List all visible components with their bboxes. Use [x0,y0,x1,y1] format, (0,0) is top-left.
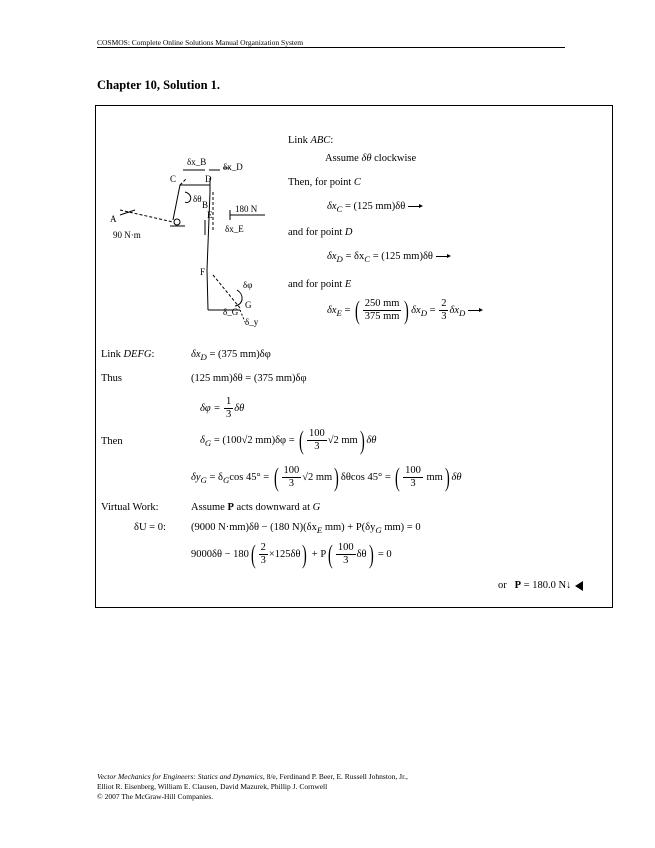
fraction [282,465,302,490]
left-arrow-icon [436,256,449,257]
paren-open: ( [250,539,256,569]
vw-g: G [312,502,321,513]
label-dtheta: δθ [193,194,202,204]
and-e-point: E [344,279,352,290]
and-e-line [288,279,351,291]
and-d-text: and for point [288,227,345,238]
footer-copyright: © 2007 The McGraw-Hill Companies. [97,792,214,801]
paren-open: ( [395,462,401,492]
linkage-figure [105,150,280,330]
final-a: 9000δθ − 180 [191,548,249,560]
defg-name: DEFG [123,349,152,360]
eq-d-sub2: C [364,254,371,265]
paren-close: ) [334,462,339,492]
final-b: ×125δθ [268,548,301,560]
footer-book-title: Vector Mechanics for Engineers: Statics and Dynamics [97,772,263,781]
paren-close: ) [404,295,410,325]
label-f: F [200,267,206,277]
eq-c-sub: C [336,204,343,215]
header-rule [97,47,565,48]
fraction [363,298,402,323]
label-dxe: δx_E [225,224,244,234]
footer-authors-2: Elliot R. Eisenberg, William E. Clausen, David Mazurek, Phillip J. Cornwell [97,782,328,791]
link-abc-colon: : [330,135,334,146]
eq-e-eq2: = [427,304,439,316]
thus-label: Thus [101,373,122,384]
fraction [259,542,268,567]
then-label: Then [101,436,123,447]
page-header: COSMOS: Complete Online Solutions Manual Organization System [97,38,304,47]
du-eq1: (9000 N·mm)δθ − (180 N)(δx [191,522,317,533]
numerator: 100 [282,465,302,478]
final-d: δθ [356,548,367,560]
page-title: Chapter 10, Solution 1. [97,78,221,92]
footer-line-1 [97,772,408,782]
vw-pre: Assume [191,502,228,513]
dg-mid: = (100√2 mm)δφ = [211,434,298,446]
eq-dxd [327,251,449,265]
denominator: 3 [226,409,232,421]
dyg-sub: G [200,475,207,486]
label-moment: 90 N·m [113,230,141,240]
label-dg: δ_G [223,307,239,317]
answer-line [498,580,583,592]
eq-dg [200,425,377,455]
label-dphi: δφ [243,280,253,290]
eq-e-mid: δx [411,304,421,316]
then-c-text: Then, for point [288,177,354,188]
assume-post: clockwise [371,153,417,164]
dg-end: δθ [366,434,377,446]
and-d-point: D [344,227,353,238]
paren-open: ( [273,462,279,492]
eq-d-lhs: δx [327,251,337,262]
label-force: 180 N [235,204,258,214]
paren-open: ( [299,425,305,455]
denominator: 375 mm [364,311,400,323]
defg-eq-sub: D [200,352,207,363]
label-e: E [207,210,213,220]
numerator: 100 [336,542,356,555]
numerator: 1 [224,396,233,409]
denominator: 3 [410,478,416,490]
label-dy: δ_y [245,317,259,327]
final-c: + P [309,548,327,560]
label-c: C [170,174,177,184]
eq-d-rhs: = (125 mm)δθ [370,251,433,262]
du-eq3: mm) = 0 [381,522,421,533]
eq-c-rhs: = (125 mm)δθ [342,201,406,212]
du-sub2: G [375,525,382,536]
assume-line [325,153,416,165]
paren-close: ) [359,425,365,455]
vw-post: acts downward at [233,502,313,513]
phi-lhs: δφ = [200,402,224,414]
answer-p: P [514,580,522,591]
label-g: G [245,300,252,310]
denominator: 3 [314,441,320,453]
dyg-lhs: δy [191,471,201,483]
eq-e-sub3: D [458,308,466,319]
vw-p: P [227,502,234,513]
paren-close: ) [302,539,308,569]
eq-e-sub2: D [420,308,428,319]
assume-sym: δθ [361,153,372,164]
eq-dxe [327,295,481,325]
paren-open: ( [328,539,333,569]
and-d-line [288,227,352,239]
numerator: 250 mm [363,298,402,311]
eq-e-lhs: δx [327,304,337,316]
du-eq2: mm) + P(δy [322,522,376,533]
and-e-text: and for point [288,279,345,290]
denominator: 3 [343,555,349,567]
eq-phi [200,396,244,421]
eq-c-lhs: δx [327,201,337,212]
dg-lhs: δ [200,434,205,446]
numerator: 2 [439,298,448,311]
numerator: 2 [259,542,268,555]
link-abc-name: ABC [310,135,331,146]
fraction [336,542,356,567]
footer-authors-1: , 8/e, Ferdinand P. Beer, E. Russell Johnston, Jr., [262,772,408,781]
phi-rhs: δθ [234,402,245,414]
link-abc-heading [288,135,333,147]
dg-rhs: √2 mm [327,434,358,446]
paren-close: ) [444,462,450,492]
left-arrow-icon [468,310,481,311]
defg-eq-lhs: δx [191,349,201,360]
answer-or: or [498,580,507,591]
defg-label [101,349,154,361]
fraction [403,465,423,490]
assume-pre: Assume [325,153,362,164]
paren-close: ) [368,539,374,569]
label-d: D [205,174,212,184]
numerator: 100 [403,465,423,478]
eq-defg [191,349,271,363]
eq-e-end: δx [449,304,459,316]
denominator: 3 [441,311,447,323]
answer-value: = 180.0 N↓ [521,580,572,591]
eq-e-eq: = [341,304,354,316]
link-abc-prefix: Link [288,135,311,146]
eq-e-sub: E [336,308,342,319]
then-c-line [288,177,361,189]
dyg-eq: = δ [206,471,223,483]
eq-final [191,539,392,569]
left-arrow-icon [408,206,421,207]
du-sub: E [316,525,323,536]
eq-thus: (125 mm)δθ = (375 mm)δφ [191,373,307,384]
du-label: δU = 0: [134,522,166,533]
eq-d-mid: = δx [342,251,365,262]
eq-dxc [327,201,421,215]
fraction [439,298,448,323]
dyg-rhs2: mm [423,471,443,483]
dyg-end: δθ [451,471,462,483]
defg-eq-rhs: = (375 mm)δφ [206,349,271,360]
dg-sub: G [204,438,212,449]
defg-colon: : [151,349,155,360]
vw-assume [191,502,320,514]
then-c-point: C [353,177,361,188]
dyg-sub2: G [223,475,230,486]
defg-prefix: Link [101,349,124,360]
dyg-rhs: √2 mm [302,471,333,483]
numerator: 100 [307,428,327,441]
footer [97,772,408,802]
label-b: B [202,200,209,210]
label-dxd: δx_D [223,162,243,172]
label-a: A [110,214,117,224]
answer-marker-icon [575,581,583,591]
eq-dyg [191,462,462,492]
vw-label: Virtual Work: [101,502,159,513]
denominator: 3 [288,478,294,490]
final-e: = 0 [375,548,392,560]
eq-d-sub: D [336,254,343,265]
fraction [224,396,233,421]
dyg-cos2: δθcos 45° = [340,471,394,483]
dyg-cos: cos 45° = [229,471,272,483]
paren-open: ( [355,295,360,325]
fraction [307,428,327,453]
eq-du [191,522,421,536]
denominator: 3 [260,555,266,567]
label-dxb: δx_B [187,157,207,167]
